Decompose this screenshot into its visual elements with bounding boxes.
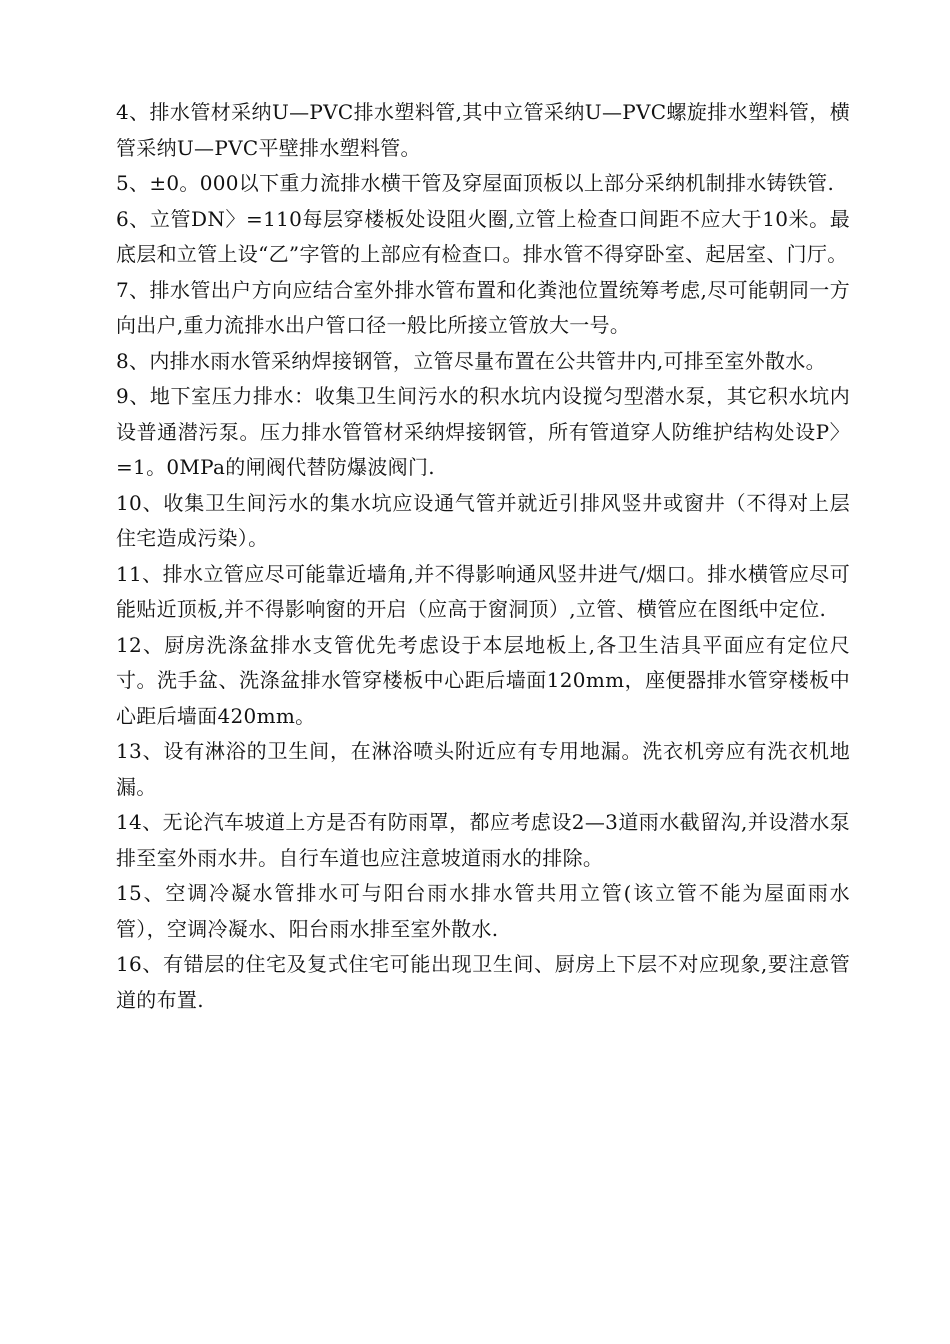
paragraph-item-13: 13、设有淋浴的卫生间，在淋浴喷头附近应有专用地漏。洗衣机旁应有洗衣机地漏。 [116,739,850,799]
paragraph-item-15: 15、空调冷凝水管排水可与阳台雨水排水管共用立管(该立管不能为屋面雨水管），空调冷凝水、阳台雨水排至室外散水. [116,881,850,941]
document-body [116,95,850,1018]
paragraph-item-16: 16、有错层的住宅及复式住宅可能出现卫生间、厨房上下层不对应现象,要注意管道的布置. [116,952,850,1012]
paragraph-item-8: 8、内排水雨水管采纳焊接钢管，立管尽量布置在公共管井内,可排至室外散水。 [116,348,826,373]
paragraph-item-9: 9、地下室压力排水：收集卫生间污水的积水坑内设搅匀型潜水泵，其它积水坑内设普通潜污泵。压力排水管管材采纳焊接钢管，所有管道穿人防维护结构处设P〉=1。0MPa的闸阀代替防爆波阀门. [116,384,850,479]
paragraph-item-10: 10、收集卫生间污水的集水坑应设通气管并就近引排风竖井或窗井（不得对上层住宅造成污染）。 [116,490,850,550]
paragraph-item-4: 4、排水管材采纳U—PVC排水塑料管,其中立管采纳U—PVC螺旋排水塑料管，横管采纳U—PVC平壁排水塑料管。 [116,100,850,160]
paragraph-item-7: 7、排水管出户方向应结合室外排水管布置和化粪池位置统筹考虑,尽可能朝同一方向出户,重力流排水出户管口径一般比所接立管放大一号。 [116,277,850,337]
paragraph-item-6: 6、立管DN〉=110每层穿楼板处设阻火圈,立管上检查口间距不应大于10米。最底层和立管上设“乙”字管的上部应有检查口。排水管不得穿卧室、起居室、门厅。 [116,206,850,266]
paragraph-item-12: 12、厨房洗涤盆排水支管优先考虑设于本层地板上,各卫生洁具平面应有定位尺寸。洗手盆、洗涤盆排水管穿楼板中心距后墙面120mm，座便器排水管穿楼板中心距后墙面420mm。 [116,632,850,728]
paragraph-item-14: 14、无论汽车坡道上方是否有防雨罩，都应考虑设2—3道雨水截留沟,并设潜水泵排至室外雨水井。自行车道也应注意坡道雨水的排除。 [116,810,850,870]
paragraph-item-5: 5、±0。000以下重力流排水横干管及穿屋面顶板以上部分采纳机制排水铸铁管. [116,171,835,195]
paragraph-item-11: 11、排水立管应尽可能靠近墙角,并不得影响通风竖井进气/烟口。排水横管应尽可能贴近顶板,并不得影响窗的开启（应高于窗洞顶）,立管、横管应在图纸中定位. [116,561,850,621]
